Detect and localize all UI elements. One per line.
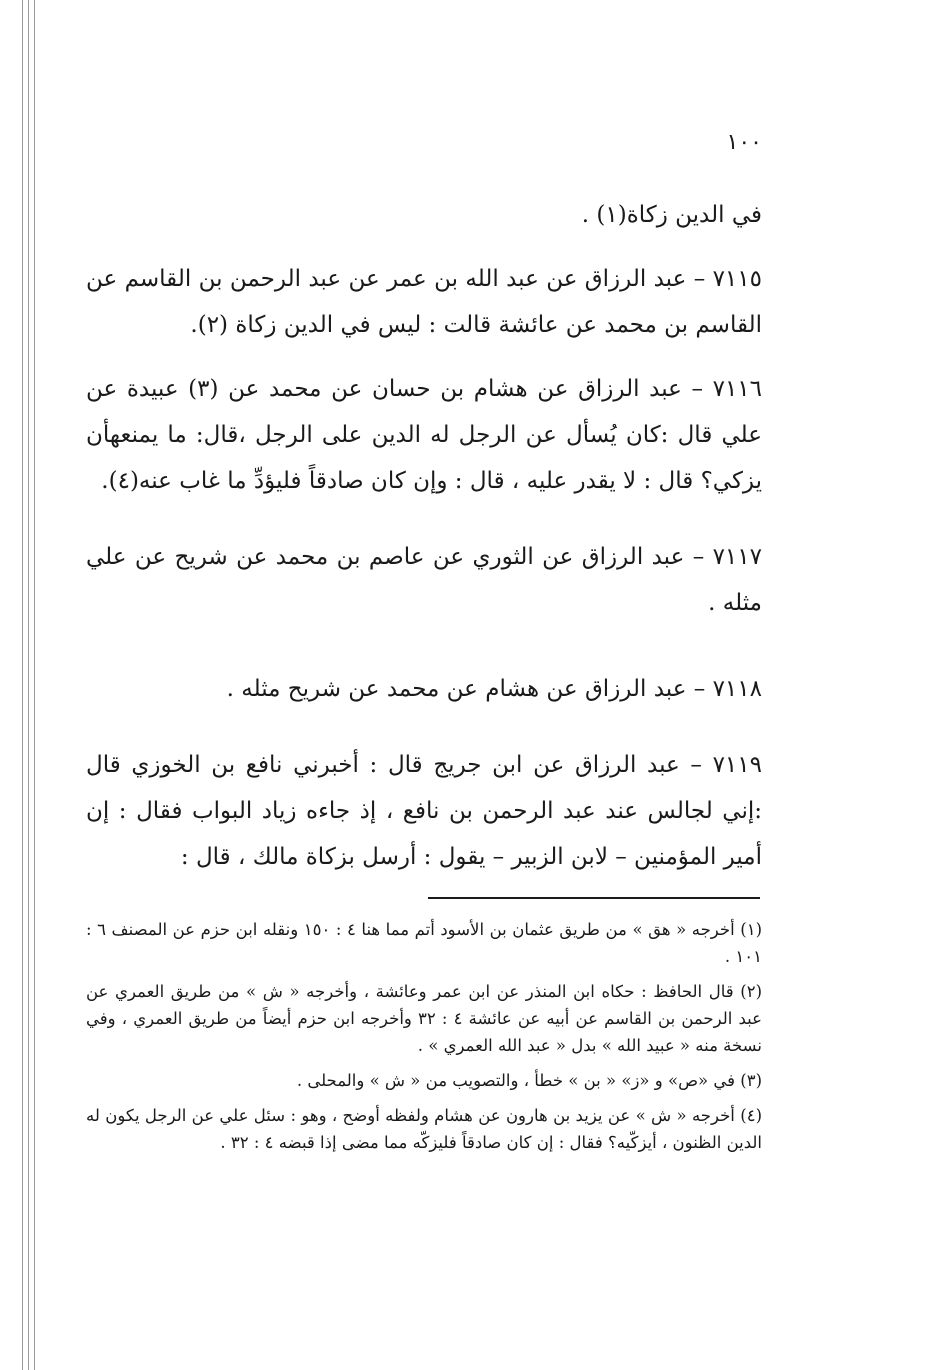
scan-edge-line [22, 0, 23, 1370]
paragraph-intro: في الدين زكاة(١) . [581, 202, 762, 228]
footnote-1: (١) أخرجه « هق » من طريق عثمان بن الأسود أتم مما هنا ٤ : ١٥٠ ونقله ابن حزم عن المصنف ٦ : ١٠١ . [86, 920, 762, 966]
footnote-4: (٤) أخرجه « ش » عن يزيد بن هارون عن هشام ولفظه أوضح ، وهو : سئل علي عن الرجل يكون له الدين الظنون ، أيزكّيه؟ فقال : إن كان صادقاً فليزكّه مما مضى إذا قبضه ٤ : ٣٢ . [86, 1106, 762, 1152]
hadith-7118: ٧١١٨ – عبد الرزاق عن هشام عن محمد عن شريح مثله . [226, 676, 762, 702]
footnote-2: (٢) قال الحافظ : حكاه ابن المنذر عن ابن عمر وعائشة ، وأخرجه « ش » من طريق العمري عن عبد الرحمن بن القاسم عن أبيه عن عائشة ٤ : ٣٢ وأخرجه ابن حزم أيضاً من طريق العمري ، وفي نسخة منه « عبيد الله » بدل « عبد الله العمري » . [86, 982, 762, 1055]
hadith-7117: ٧١١٧ – عبد الرزاق عن الثوري عن عاصم بن محمد عن شريح عن علي مثله . [86, 544, 762, 616]
hadith-7116: ٧١١٦ – عبد الرزاق عن هشام بن حسان عن محمد عن (٣) عبيدة عن علي قال :كان يُسأل عن الرجل له الدين على الرجل ،قال: ما يمنعهأن يزكي؟ قال : لا يقدر عليه ، قال : وإن كان صادقاً فليؤدِّ ما غاب عنه(٤). [86, 376, 763, 494]
main-text [86, 192, 762, 880]
page-number: ١٠٠ [726, 130, 762, 155]
footnote-3: (٣) في «ص» و «ز» « بن » خطأ ، والتصويب من « ش » والمحلى . [296, 1071, 762, 1090]
scan-edge-line [28, 0, 29, 1370]
footnote-divider [428, 897, 760, 899]
footnotes [86, 916, 762, 1164]
scan-edge-line [34, 0, 35, 1370]
hadith-7119: ٧١١٩ – عبد الرزاق عن ابن جريج قال : أخبرني نافع بن الخوزي قال :إني لجالس عند عبد الرحمن بن نافع ، إذ جاءه زياد البواب فقال : إن أمير المؤمنين – لابن الزبير – يقول : أرسل بزكاة مالك ، قال : [86, 752, 762, 870]
hadith-7115: ٧١١٥ – عبد الرزاق عن عبد الله بن عمر عن عبد الرحمن بن القاسم عن القاسم بن محمد عن عائشة قالت : ليس في الدين زكاة (٢). [86, 266, 762, 338]
